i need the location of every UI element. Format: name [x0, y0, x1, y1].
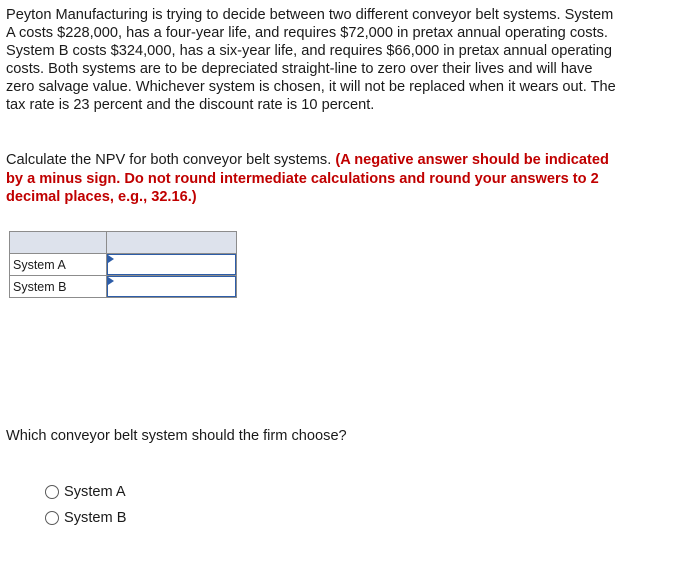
- row-label-system-b: System B: [10, 276, 107, 298]
- radio-button-system-b[interactable]: [45, 511, 59, 525]
- option-system-b[interactable]: [45, 505, 126, 531]
- input-flag-icon: [108, 277, 114, 285]
- choice-options: [45, 479, 126, 531]
- instructions: [6, 151, 616, 207]
- input-cell-system-b: [107, 276, 237, 298]
- input-cell-system-a: [107, 254, 237, 276]
- table-header-value: [107, 232, 237, 254]
- choice-question: Which conveyor belt system should the firm choose?: [6, 428, 347, 444]
- row-label-system-a: System A: [10, 254, 107, 276]
- table-header-label: [10, 232, 107, 254]
- option-system-a[interactable]: [45, 479, 126, 505]
- problem-statement: Peyton Manufacturing is trying to decide between two different conveyor belt systems. System A costs $228,000, has a four-year life, and requires $72,000 in pretax annual operating costs. System B costs $324,000, has a six-year life, and requires $66,000 in pretax annual operating costs. Both systems are to be depreciated straight-line to zero over their lives and will have zero salvage value. Whichever system is chosen, it will not be replaced when it wears out. The tax rate is 23 percent and the discount rate is 10 percent.: [6, 7, 616, 113]
- table-row-system-a: [10, 254, 237, 276]
- radio-button-system-a[interactable]: [45, 485, 59, 499]
- input-flag-icon: [108, 255, 114, 263]
- npv-input-system-a[interactable]: [107, 254, 236, 275]
- option-label-system-a: System A: [64, 484, 126, 500]
- npv-input-system-b[interactable]: [107, 276, 236, 297]
- table-header-row: [10, 232, 237, 254]
- instructions-emphasis: (A negative answer should be indicated by a minus sign. Do not round intermediate calculations and round your answers to 2 decimal places, e.g., 32.16.): [6, 152, 609, 205]
- table-row-system-b: [10, 276, 237, 298]
- instructions-prompt: Calculate the NPV for both conveyor belt systems.: [6, 152, 332, 168]
- npv-answer-table: [9, 231, 237, 298]
- option-label-system-b: System B: [64, 510, 127, 526]
